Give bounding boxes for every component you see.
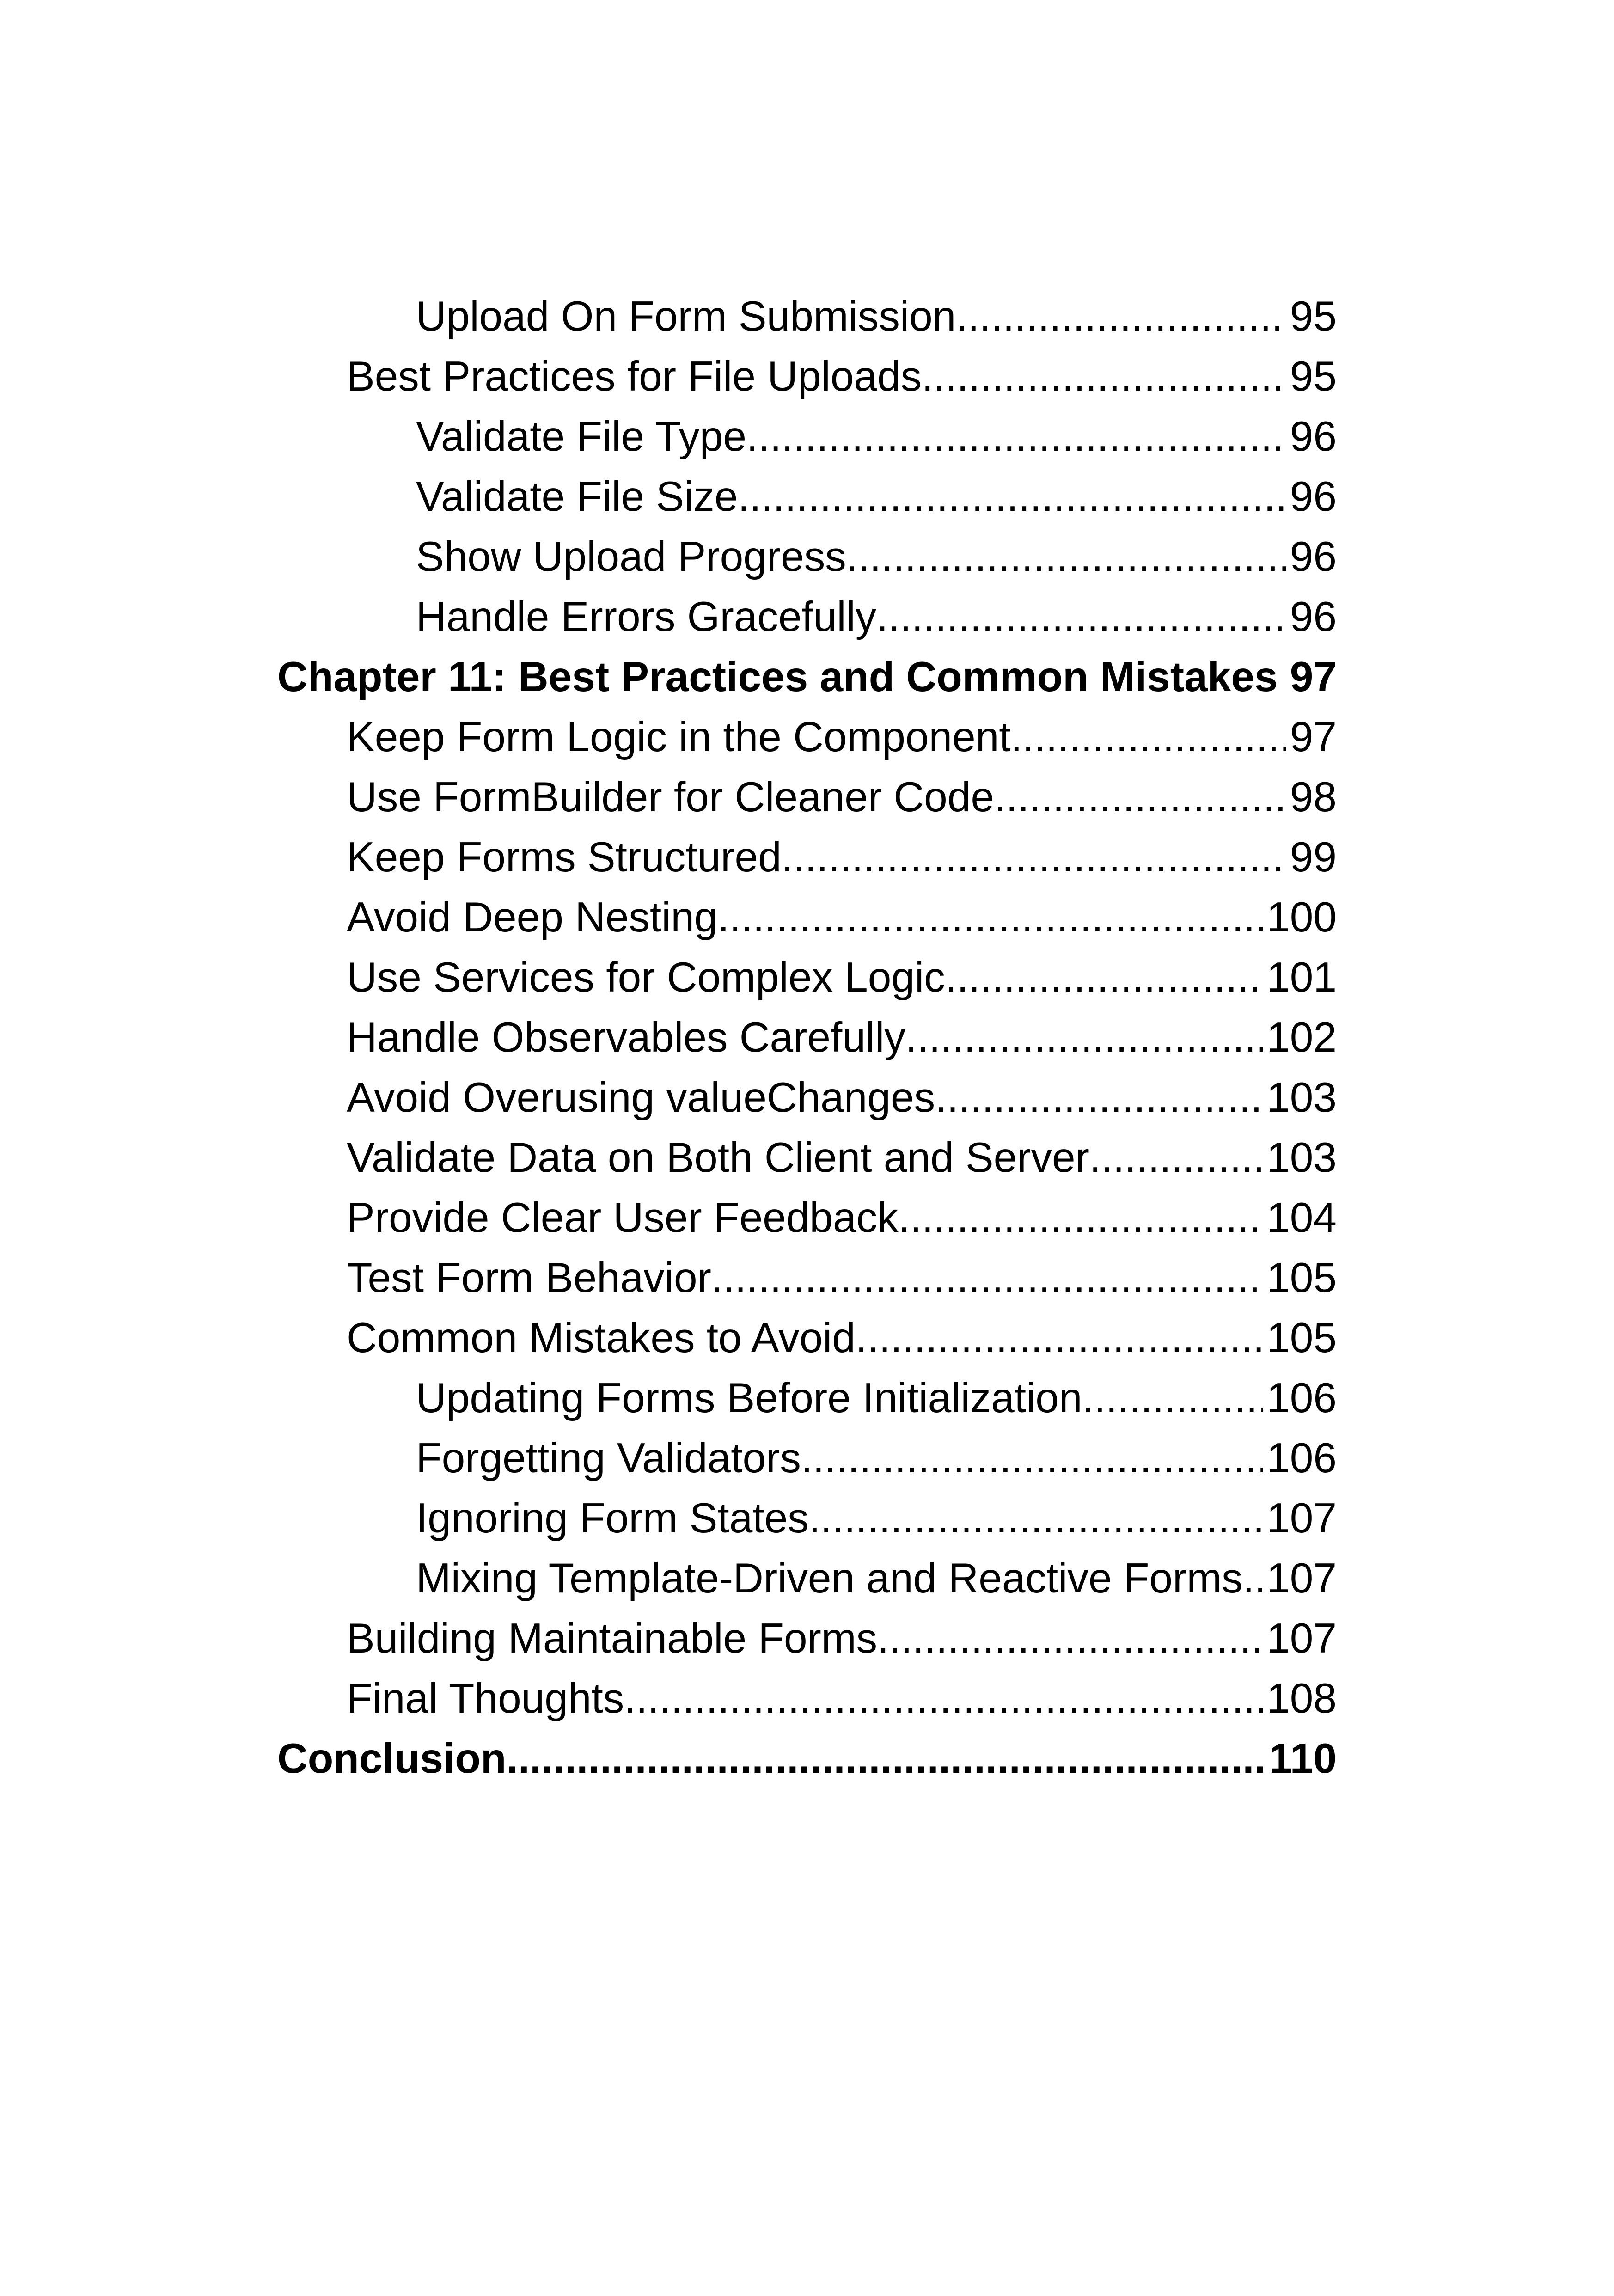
toc-page-number: 110 bbox=[1269, 1735, 1337, 1782]
toc-page-number: 108 bbox=[1266, 1675, 1337, 1722]
toc-page-number: 95 bbox=[1290, 353, 1337, 400]
toc-entry-title: Test Form Behavior bbox=[347, 1255, 711, 1301]
toc-entry[interactable] bbox=[277, 587, 1337, 647]
toc-entry[interactable] bbox=[277, 1248, 1337, 1308]
toc-entry[interactable] bbox=[277, 1308, 1337, 1368]
toc-dot-leader bbox=[624, 1669, 1263, 1729]
toc-page-number: 102 bbox=[1266, 1014, 1337, 1061]
toc-chapter-entry[interactable] bbox=[277, 1729, 1337, 1789]
toc-page-number: 104 bbox=[1266, 1194, 1337, 1241]
toc-page-number: 96 bbox=[1290, 533, 1337, 580]
toc-entry-title: Chapter 11: Best Practices and Common Mistakes bbox=[277, 654, 1278, 700]
toc-page-number: 107 bbox=[1266, 1495, 1337, 1542]
toc-entry[interactable] bbox=[277, 1669, 1337, 1729]
toc-dot-leader bbox=[1089, 1128, 1263, 1188]
toc-entry-title: Mixing Template-Driven and Reactive Forms bbox=[416, 1555, 1243, 1602]
toc-dot-leader bbox=[877, 1609, 1263, 1669]
toc-dot-leader bbox=[945, 948, 1263, 1008]
toc-page-number: 97 bbox=[1290, 714, 1337, 760]
toc-entry-title: Keep Form Logic in the Component bbox=[347, 714, 1011, 760]
toc-entry[interactable] bbox=[277, 287, 1337, 347]
toc-dot-leader bbox=[876, 587, 1286, 647]
toc-entry[interactable] bbox=[277, 1368, 1337, 1428]
toc-dot-leader bbox=[746, 407, 1286, 467]
toc-entry-title: Conclusion bbox=[277, 1735, 507, 1782]
table-of-contents bbox=[277, 287, 1337, 1789]
toc-page-number: 98 bbox=[1290, 774, 1337, 820]
toc-page-number: 107 bbox=[1266, 1615, 1337, 1662]
toc-dot-leader bbox=[856, 1308, 1263, 1368]
toc-dot-leader bbox=[1082, 1368, 1263, 1428]
toc-entry-title: Common Mistakes to Avoid bbox=[347, 1315, 856, 1361]
toc-entry-title: Provide Clear User Feedback bbox=[347, 1194, 899, 1241]
toc-entry-title: Keep Forms Structured bbox=[347, 834, 782, 881]
toc-entry-title: Use FormBuilder for Cleaner Code bbox=[347, 774, 994, 820]
toc-dot-leader bbox=[899, 1188, 1263, 1248]
toc-entry[interactable] bbox=[277, 888, 1337, 948]
toc-page-number: 106 bbox=[1266, 1435, 1337, 1482]
toc-dot-leader bbox=[935, 1068, 1263, 1128]
toc-entry-title: Validate File Type bbox=[416, 413, 746, 460]
toc-dot-leader bbox=[905, 1008, 1263, 1068]
toc-dot-leader bbox=[801, 1428, 1263, 1488]
toc-dot-leader bbox=[1243, 1549, 1263, 1609]
toc-page-number: 99 bbox=[1290, 834, 1337, 881]
toc-dot-leader bbox=[711, 1248, 1263, 1308]
toc-entry[interactable] bbox=[277, 1188, 1337, 1248]
toc-page-number: 106 bbox=[1266, 1375, 1337, 1421]
toc-page-number: 103 bbox=[1266, 1134, 1337, 1181]
toc-dot-leader bbox=[506, 1729, 1265, 1789]
toc-page-number: 97 bbox=[1290, 654, 1337, 700]
toc-entry[interactable] bbox=[277, 1008, 1337, 1068]
toc-entry[interactable] bbox=[277, 827, 1337, 888]
toc-dot-leader bbox=[994, 767, 1286, 827]
toc-dot-leader bbox=[956, 287, 1286, 347]
toc-page-number: 95 bbox=[1290, 293, 1337, 340]
toc-entry-title: Upload On Form Submission bbox=[416, 293, 956, 340]
toc-dot-leader bbox=[1011, 707, 1286, 767]
toc-entry[interactable] bbox=[277, 347, 1337, 407]
toc-page-number: 107 bbox=[1266, 1555, 1337, 1602]
toc-dot-leader bbox=[738, 467, 1286, 527]
toc-entry[interactable] bbox=[277, 467, 1337, 527]
toc-dot-leader bbox=[809, 1488, 1263, 1549]
toc-entry-title: Best Practices for File Uploads bbox=[347, 353, 922, 400]
toc-entry-title: Final Thoughts bbox=[347, 1675, 624, 1722]
toc-entry-title: Building Maintainable Forms bbox=[347, 1615, 878, 1662]
toc-dot-leader bbox=[718, 888, 1263, 948]
toc-entry[interactable] bbox=[277, 527, 1337, 587]
toc-page-number: 105 bbox=[1266, 1255, 1337, 1301]
toc-page-number: 100 bbox=[1266, 894, 1337, 941]
toc-entry[interactable] bbox=[277, 1128, 1337, 1188]
toc-entry[interactable] bbox=[277, 1428, 1337, 1488]
toc-entry[interactable] bbox=[277, 948, 1337, 1008]
toc-entry-title: Avoid Overusing valueChanges bbox=[347, 1074, 935, 1121]
toc-entry[interactable] bbox=[277, 1488, 1337, 1549]
toc-entry[interactable] bbox=[277, 407, 1337, 467]
toc-entry-title: Use Services for Complex Logic bbox=[347, 954, 945, 1001]
toc-page-number: 96 bbox=[1290, 413, 1337, 460]
toc-entry-title: Avoid Deep Nesting bbox=[347, 894, 718, 941]
toc-entry-title: Validate Data on Both Client and Server bbox=[347, 1134, 1089, 1181]
toc-page-number: 96 bbox=[1290, 473, 1337, 520]
toc-entry-title: Validate File Size bbox=[416, 473, 738, 520]
toc-dot-leader bbox=[782, 827, 1286, 888]
toc-entry-title: Handle Observables Carefully bbox=[347, 1014, 905, 1061]
toc-entry[interactable] bbox=[277, 1068, 1337, 1128]
toc-entry-title: Forgetting Validators bbox=[416, 1435, 801, 1482]
toc-entry-title: Show Upload Progress bbox=[416, 533, 846, 580]
toc-chapter-entry[interactable] bbox=[277, 647, 1337, 707]
toc-page-number: 103 bbox=[1266, 1074, 1337, 1121]
toc-entry-title: Handle Errors Gracefully bbox=[416, 594, 877, 640]
toc-dot-leader bbox=[922, 347, 1286, 407]
toc-page-number: 101 bbox=[1266, 954, 1337, 1001]
toc-page-number: 105 bbox=[1266, 1315, 1337, 1361]
toc-entry[interactable] bbox=[277, 1549, 1337, 1609]
toc-entry[interactable] bbox=[277, 707, 1337, 767]
toc-entry-title: Updating Forms Before Initialization bbox=[416, 1375, 1082, 1421]
toc-entry[interactable] bbox=[277, 1609, 1337, 1669]
toc-entry[interactable] bbox=[277, 767, 1337, 827]
toc-page-number: 96 bbox=[1290, 594, 1337, 640]
toc-entry-title: Ignoring Form States bbox=[416, 1495, 809, 1542]
toc-dot-leader bbox=[846, 527, 1286, 587]
